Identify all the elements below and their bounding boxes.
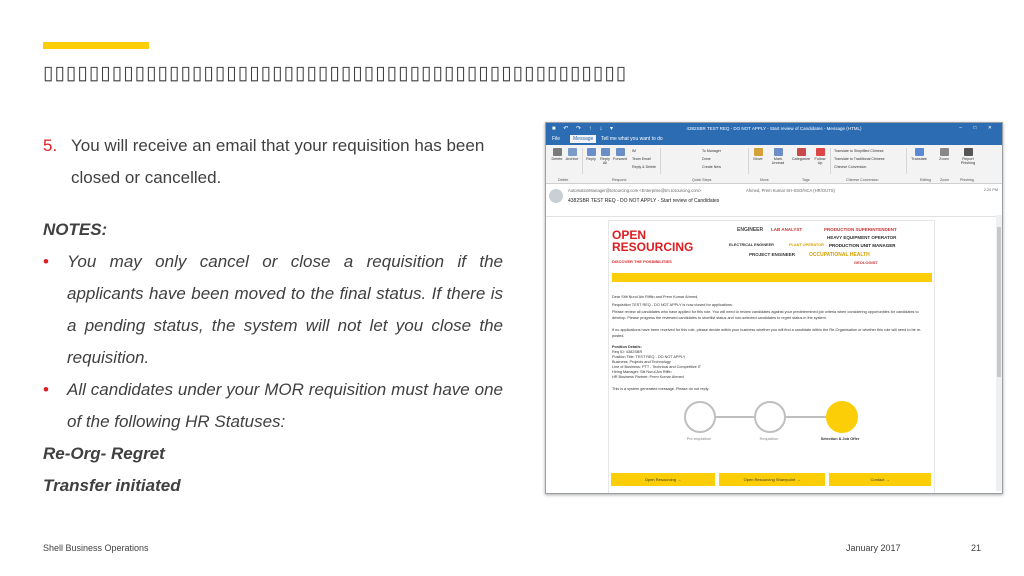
to-manager-step[interactable]: To Manager	[702, 149, 721, 153]
greeting: Dear Sitti Nurul Ain Rifflin and Prem Kumar Ahmed,	[612, 295, 699, 299]
sent-time: 2:20 PM	[983, 188, 998, 192]
create-new-step[interactable]: Create New	[702, 165, 721, 169]
chinese-conversion[interactable]: Chinese Conversion	[834, 165, 867, 169]
tagline: DISCOVER THE POSSIBILITIES	[612, 259, 672, 264]
outlook-email-screenshot	[545, 122, 1003, 494]
ribbon-group-label: Tags	[802, 178, 810, 182]
reply-delete-button[interactable]: Reply & Delete	[632, 165, 656, 169]
email-body	[608, 220, 935, 494]
ribbon-group-label: Zoom	[940, 178, 950, 182]
reply-button[interactable]: Reply	[584, 148, 598, 161]
body-paragraph: If no applications have been received for this role, please decide within your business whether you will find a candidate within the Re-Organisation or whether this role will need to be re-posted.	[612, 328, 922, 338]
open-resourcing-logo: OPEN RESOURCING	[612, 228, 694, 254]
note-bullet	[43, 246, 503, 374]
reply-all-button[interactable]: Reply All	[598, 148, 612, 165]
quick-access-toolbar[interactable]: ■ ↶ ↷ ↑ ↓ ▾	[552, 126, 617, 132]
sharepoint-button[interactable]: Open Resourcing Sharepoint →	[719, 473, 825, 486]
categorize-button[interactable]: Categorize	[790, 148, 812, 161]
translate-button[interactable]: Translate	[908, 148, 930, 161]
tab-message[interactable]: Message	[570, 135, 596, 143]
contact-button[interactable]: Contact →	[829, 473, 931, 486]
step-text: You will receive an email that your requisition has been closed or cancelled.	[71, 136, 485, 187]
pre-requisition-icon	[684, 401, 716, 433]
translate-simplified[interactable]: Translate to Simplified Chinese	[834, 149, 884, 153]
stage-label: Selection & Job Offer	[820, 437, 860, 441]
window-controls[interactable]: – □ ✕	[959, 125, 997, 131]
body-paragraph: Requisition TEST REQ - DO NOT APPLY is now closed for applications.	[612, 303, 733, 307]
forward-button[interactable]: Forward	[612, 148, 628, 161]
detail-line: Hiring Manager: Siti Nurul Ain Riffin	[612, 370, 672, 374]
ribbon	[546, 145, 1002, 184]
translate-traditional[interactable]: Translate to Traditional Chinese	[834, 157, 885, 161]
note-text: You may only cancel or close a requisition if the applicants have been moved to the final status. If there is a pending status, the system will not let you close the requisition.	[67, 252, 503, 367]
requisition-icon	[754, 401, 786, 433]
bullet-icon: •	[43, 380, 49, 399]
stage-label: Pre-requisition	[686, 437, 712, 441]
detail-line: Business: Projects and Technology	[612, 360, 671, 364]
email-subject: 4382SBR TEST REQ - DO NOT APPLY - Start review of Candidates	[568, 198, 720, 204]
body-paragraph: Please review all candidates who have applied for this role. You will need to review candidates against your predetermined job criteria when considering opportunities for candidates to develop. Please progress the reviewed candidates to shortlist status and non-selected candidates to regret status in the system.	[612, 310, 919, 320]
ribbon-group-label: Quick Steps	[692, 178, 712, 182]
selection-icon	[826, 401, 858, 433]
mark-unread-button[interactable]: Mark Unread	[768, 148, 788, 165]
report-phishing-button[interactable]: Report Phishing	[956, 148, 980, 165]
detail-line: Position Title: TEST REQ - DO NOT APPLY	[612, 355, 686, 359]
delete-button[interactable]: Delete	[550, 148, 564, 161]
recipient-line: Ahmed, Prem Kumar SH-SSO/HCA (HR/OUTS)	[746, 188, 835, 193]
hr-status: Transfer initiated	[43, 476, 181, 495]
detail-line: Line of Business: PTT - Technical and Competitive IT	[612, 365, 702, 369]
window-title: 4382SBR TEST REQ - DO NOT APPLY - Start review of Candidates - Message (HTML)	[686, 126, 862, 131]
footer-company: Shell Business Operations	[43, 543, 149, 553]
slide-title: ▯▯▯▯▯▯▯▯▯▯▯▯▯▯▯▯▯▯▯▯▯▯▯▯▯▯▯▯▯▯▯▯▯▯▯▯▯▯▯▯▯▯▯▯▯▯▯▯▯▯▯	[43, 63, 628, 84]
accent-bar	[43, 42, 149, 49]
tell-me-search[interactable]: Tell me what you want to do	[601, 136, 663, 142]
note-text: All candidates under your MOR requisition must have one of the following HR Statuses:	[67, 380, 503, 431]
zoom-button[interactable]: Zoom	[936, 148, 952, 161]
archive-button[interactable]: Archive	[564, 148, 580, 161]
follow-up-button[interactable]: Follow Up	[812, 148, 828, 165]
page-number: 21	[971, 543, 982, 553]
footer-date: January 2017	[846, 543, 901, 553]
ribbon-group-label: Respond	[612, 178, 627, 182]
detail-line: Req ID: 4382SBR	[612, 350, 643, 354]
open-resourcing-button[interactable]: Open Resourcing →	[611, 473, 715, 486]
tab-file[interactable]: File	[552, 136, 561, 142]
detail-line: HR Business Partner: Prem Kumar Ahmed	[612, 375, 684, 379]
sender-avatar	[549, 189, 563, 203]
bullet-icon: •	[43, 252, 49, 271]
note-bullet	[43, 374, 503, 438]
title-bar	[546, 123, 1002, 134]
ribbon-group-label: Editing	[920, 178, 931, 182]
job-word-cloud: ENGINEER LAB ANALYST PRODUCTION SUPERINTENDENT HEAVY EQUIPMENT OPERATOR ELECTRICAL ENGINEER PRODUCTION UNIT MANAGER PROJECT ENGINEER OCCUPATIONAL HEALTH GEOLOGIST PLANT OPERATOR	[729, 227, 897, 265]
done-step[interactable]: Done	[702, 157, 711, 161]
vertical-scrollbar[interactable]	[996, 215, 1002, 491]
yellow-banner	[612, 273, 932, 282]
step-number: 5.	[43, 136, 58, 155]
im-button[interactable]: IM	[632, 149, 636, 153]
ribbon-tabs	[546, 134, 1002, 145]
message-header	[546, 184, 1002, 217]
ribbon-group-label: Move	[760, 178, 769, 182]
hr-status: Re-Org- Regret	[43, 444, 165, 463]
auto-message: This is a system generated message. Please do not reply.	[612, 387, 710, 391]
stage-label: Requisition	[759, 437, 779, 441]
ribbon-group-label: Phishing	[960, 178, 974, 182]
ribbon-group-label: Delete	[558, 178, 569, 182]
step-5	[43, 130, 503, 194]
notes-heading: NOTES:	[43, 220, 108, 239]
sender-address: AutomationManager@tcsourcing.com <Enterprise@tm.tcsourcing.com>	[568, 188, 702, 193]
details-heading: Position Details:	[612, 345, 642, 349]
stage-progress	[684, 401, 869, 451]
ribbon-group-label: Chinese Conversion	[846, 178, 879, 182]
move-button[interactable]: Move	[751, 148, 765, 161]
instructions-panel	[43, 130, 503, 502]
team-email-button[interactable]: Team Email	[632, 157, 651, 161]
